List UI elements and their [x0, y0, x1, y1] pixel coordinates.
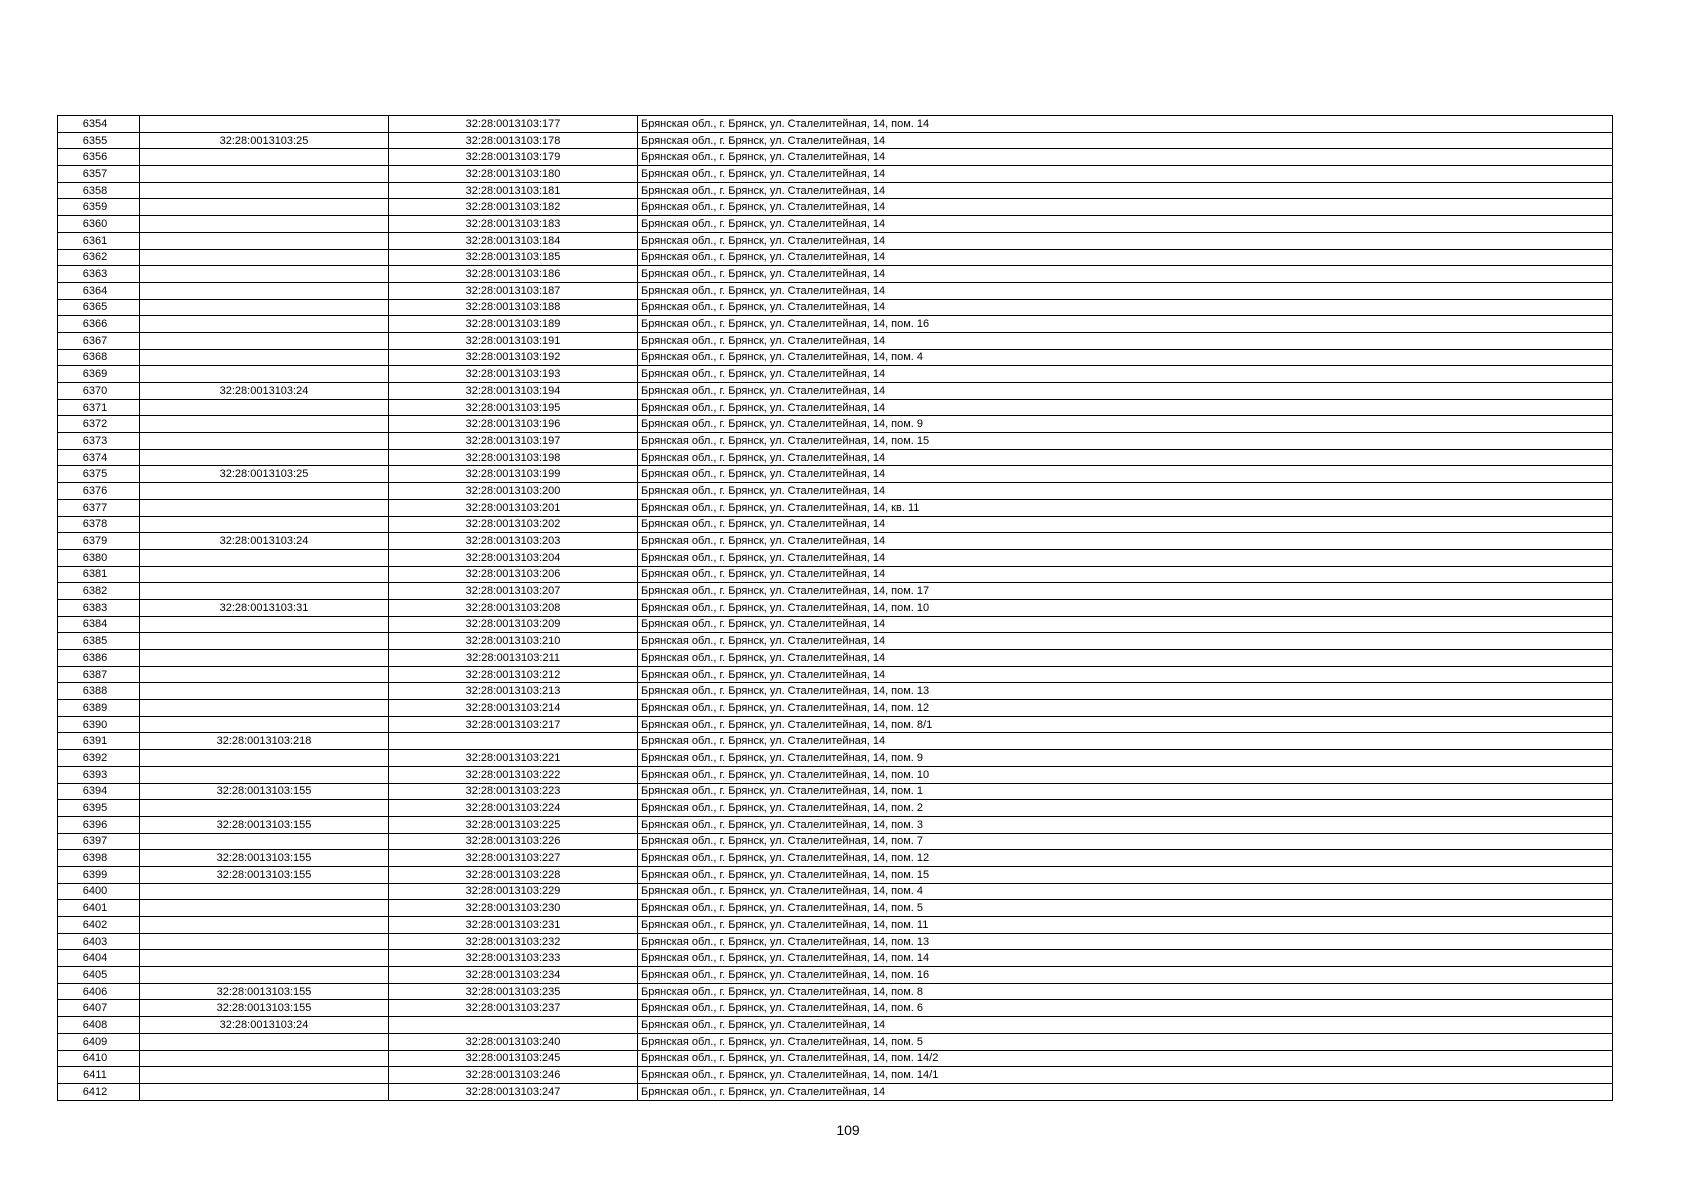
- table-row: [58, 833, 1613, 850]
- cadastral-number-cell: 32:28:0013103:226: [389, 833, 638, 850]
- table-row: [58, 366, 1613, 383]
- cadastral-number-cell: 32:28:0013103:206: [389, 566, 638, 583]
- table-row: [58, 349, 1613, 366]
- table-row: [58, 766, 1613, 783]
- cadastral-number-cell: 32:28:0013103:195: [389, 399, 638, 416]
- row-number-cell: 6374: [58, 449, 140, 466]
- page-number: 109: [836, 1122, 860, 1138]
- table-row: [58, 967, 1613, 984]
- cadastral-number-cell: 32:28:0013103:217: [389, 716, 638, 733]
- table-row: [58, 466, 1613, 483]
- table-row: [58, 716, 1613, 733]
- parent-cadastral-number-cell: [140, 766, 389, 783]
- parent-cadastral-number-cell: [140, 549, 389, 566]
- parent-cadastral-number-cell: 32:28:0013103:155: [140, 783, 389, 800]
- row-number-cell: 6361: [58, 232, 140, 249]
- parent-cadastral-number-cell: 32:28:0013103:24: [140, 533, 389, 550]
- address-cell: Брянская обл., г. Брянск, ул. Сталелитейная, 14: [638, 149, 1613, 166]
- cadastral-number-cell: 32:28:0013103:213: [389, 683, 638, 700]
- row-number-cell: 6365: [58, 299, 140, 316]
- table-row: [58, 249, 1613, 266]
- address-cell: Брянская обл., г. Брянск, ул. Сталелитейная, 14: [638, 1017, 1613, 1034]
- address-cell: Брянская обл., г. Брянск, ул. Сталелитейная, 14, пом. 17: [638, 583, 1613, 600]
- cadastral-number-cell: 32:28:0013103:181: [389, 182, 638, 199]
- parent-cadastral-number-cell: 32:28:0013103:25: [140, 132, 389, 149]
- parent-cadastral-number-cell: [140, 800, 389, 817]
- row-number-cell: 6385: [58, 633, 140, 650]
- row-number-cell: 6391: [58, 733, 140, 750]
- address-cell: Брянская обл., г. Брянск, ул. Сталелитейная, 14, пом. 14: [638, 116, 1613, 133]
- parent-cadastral-number-cell: [140, 933, 389, 950]
- row-number-cell: 6358: [58, 182, 140, 199]
- cadastral-number-cell: 32:28:0013103:245: [389, 1050, 638, 1067]
- row-number-cell: 6360: [58, 216, 140, 233]
- table-row: [58, 900, 1613, 917]
- row-number-cell: 6402: [58, 917, 140, 934]
- address-cell: Брянская обл., г. Брянск, ул. Сталелитейная, 14: [638, 216, 1613, 233]
- table-row: [58, 216, 1613, 233]
- parent-cadastral-number-cell: [140, 616, 389, 633]
- table-row: [58, 499, 1613, 516]
- row-number-cell: 6388: [58, 683, 140, 700]
- cadastral-number-cell: 32:28:0013103:178: [389, 132, 638, 149]
- row-number-cell: 6368: [58, 349, 140, 366]
- cadastral-number-cell: 32:28:0013103:201: [389, 499, 638, 516]
- address-cell: Брянская обл., г. Брянск, ул. Сталелитейная, 14, пом. 5: [638, 1033, 1613, 1050]
- address-cell: Брянская обл., г. Брянск, ул. Сталелитейная, 14: [638, 449, 1613, 466]
- address-cell: Брянская обл., г. Брянск, ул. Сталелитейная, 14: [638, 266, 1613, 283]
- address-cell: Брянская обл., г. Брянск, ул. Сталелитейная, 14, пом. 1: [638, 783, 1613, 800]
- cadastral-number-cell: 32:28:0013103:180: [389, 166, 638, 183]
- cadastral-number-cell: 32:28:0013103:235: [389, 983, 638, 1000]
- row-number-cell: 6369: [58, 366, 140, 383]
- row-number-cell: 6408: [58, 1017, 140, 1034]
- parent-cadastral-number-cell: 32:28:0013103:155: [140, 850, 389, 867]
- row-number-cell: 6387: [58, 666, 140, 683]
- parent-cadastral-number-cell: [140, 833, 389, 850]
- row-number-cell: 6366: [58, 316, 140, 333]
- parent-cadastral-number-cell: [140, 583, 389, 600]
- row-number-cell: 6404: [58, 950, 140, 967]
- parent-cadastral-number-cell: 32:28:0013103:155: [140, 816, 389, 833]
- parent-cadastral-number-cell: [140, 316, 389, 333]
- row-number-cell: 6405: [58, 967, 140, 984]
- parent-cadastral-number-cell: [140, 149, 389, 166]
- address-cell: Брянская обл., г. Брянск, ул. Сталелитейная, 14: [638, 549, 1613, 566]
- address-cell: Брянская обл., г. Брянск, ул. Сталелитейная, 14, пом. 8/1: [638, 716, 1613, 733]
- parent-cadastral-number-cell: [140, 566, 389, 583]
- cadastral-number-cell: 32:28:0013103:230: [389, 900, 638, 917]
- cadastral-number-cell: 32:28:0013103:196: [389, 416, 638, 433]
- row-number-cell: 6364: [58, 282, 140, 299]
- parent-cadastral-number-cell: [140, 332, 389, 349]
- table-row: [58, 383, 1613, 400]
- address-cell: Брянская обл., г. Брянск, ул. Сталелитейная, 14: [638, 399, 1613, 416]
- cadastral-number-cell: 32:28:0013103:231: [389, 917, 638, 934]
- parent-cadastral-number-cell: [140, 516, 389, 533]
- address-cell: Брянская обл., г. Брянск, ул. Сталелитейная, 14, пом. 10: [638, 766, 1613, 783]
- cadastral-number-cell: 32:28:0013103:208: [389, 599, 638, 616]
- parent-cadastral-number-cell: [140, 1083, 389, 1100]
- parent-cadastral-number-cell: [140, 917, 389, 934]
- table-row: [58, 883, 1613, 900]
- address-cell: Брянская обл., г. Брянск, ул. Сталелитейная, 14, пом. 8: [638, 983, 1613, 1000]
- table-row: [58, 182, 1613, 199]
- address-cell: Брянская обл., г. Брянск, ул. Сталелитейная, 14, кв. 11: [638, 499, 1613, 516]
- row-number-cell: 6367: [58, 332, 140, 349]
- row-number-cell: 6386: [58, 650, 140, 667]
- parent-cadastral-number-cell: [140, 232, 389, 249]
- address-cell: Брянская обл., г. Брянск, ул. Сталелитейная, 14, пом. 14/2: [638, 1050, 1613, 1067]
- row-number-cell: 6398: [58, 850, 140, 867]
- address-cell: Брянская обл., г. Брянск, ул. Сталелитейная, 14: [638, 650, 1613, 667]
- address-cell: Брянская обл., г. Брянск, ул. Сталелитейная, 14, пом. 10: [638, 599, 1613, 616]
- cadastral-number-cell: 32:28:0013103:198: [389, 449, 638, 466]
- row-number-cell: 6354: [58, 116, 140, 133]
- parent-cadastral-number-cell: 32:28:0013103:31: [140, 599, 389, 616]
- row-number-cell: 6412: [58, 1083, 140, 1100]
- address-cell: Брянская обл., г. Брянск, ул. Сталелитейная, 14, пом. 6: [638, 1000, 1613, 1017]
- cadastral-number-cell: 32:28:0013103:192: [389, 349, 638, 366]
- address-cell: Брянская обл., г. Брянск, ул. Сталелитейная, 14: [638, 199, 1613, 216]
- table-row: [58, 483, 1613, 500]
- row-number-cell: 6394: [58, 783, 140, 800]
- cadastral-number-cell: 32:28:0013103:224: [389, 800, 638, 817]
- parent-cadastral-number-cell: [140, 166, 389, 183]
- table-row: [58, 449, 1613, 466]
- address-cell: Брянская обл., г. Брянск, ул. Сталелитейная, 14, пом. 7: [638, 833, 1613, 850]
- address-cell: Брянская обл., г. Брянск, ул. Сталелитейная, 14, пом. 5: [638, 900, 1613, 917]
- parent-cadastral-number-cell: [140, 1067, 389, 1084]
- table-row: [58, 616, 1613, 633]
- table-row: [58, 1050, 1613, 1067]
- address-cell: Брянская обл., г. Брянск, ул. Сталелитейная, 14: [638, 616, 1613, 633]
- address-cell: Брянская обл., г. Брянск, ул. Сталелитейная, 14: [638, 166, 1613, 183]
- row-number-cell: 6363: [58, 266, 140, 283]
- table-row: [58, 933, 1613, 950]
- row-number-cell: 6362: [58, 249, 140, 266]
- table-row: [58, 599, 1613, 616]
- cadastral-number-cell: 32:28:0013103:223: [389, 783, 638, 800]
- table-row: [58, 116, 1613, 133]
- parent-cadastral-number-cell: 32:28:0013103:155: [140, 983, 389, 1000]
- table-row: [58, 399, 1613, 416]
- row-number-cell: 6389: [58, 700, 140, 717]
- row-number-cell: 6355: [58, 132, 140, 149]
- parent-cadastral-number-cell: [140, 750, 389, 767]
- parent-cadastral-number-cell: [140, 116, 389, 133]
- table-row: [58, 816, 1613, 833]
- cadastral-number-cell: 32:28:0013103:211: [389, 650, 638, 667]
- address-cell: Брянская обл., г. Брянск, ул. Сталелитейная, 14, пом. 13: [638, 683, 1613, 700]
- address-cell: Брянская обл., г. Брянск, ул. Сталелитейная, 14, пом. 13: [638, 933, 1613, 950]
- address-cell: Брянская обл., г. Брянск, ул. Сталелитейная, 14: [638, 132, 1613, 149]
- table-row: [58, 316, 1613, 333]
- address-cell: Брянская обл., г. Брянск, ул. Сталелитейная, 14, пом. 4: [638, 883, 1613, 900]
- row-number-cell: 6400: [58, 883, 140, 900]
- row-number-cell: 6399: [58, 866, 140, 883]
- parent-cadastral-number-cell: [140, 900, 389, 917]
- row-number-cell: 6373: [58, 433, 140, 450]
- cadastral-number-cell: [389, 1017, 638, 1034]
- cadastral-number-cell: 32:28:0013103:200: [389, 483, 638, 500]
- table-row: [58, 132, 1613, 149]
- address-cell: Брянская обл., г. Брянск, ул. Сталелитейная, 14: [638, 383, 1613, 400]
- cadastral-number-cell: 32:28:0013103:202: [389, 516, 638, 533]
- cadastral-table: [57, 115, 1613, 1101]
- cadastral-number-cell: 32:28:0013103:233: [389, 950, 638, 967]
- parent-cadastral-number-cell: [140, 266, 389, 283]
- parent-cadastral-number-cell: [140, 700, 389, 717]
- parent-cadastral-number-cell: [140, 883, 389, 900]
- cadastral-number-cell: 32:28:0013103:184: [389, 232, 638, 249]
- table-row: [58, 433, 1613, 450]
- parent-cadastral-number-cell: [140, 683, 389, 700]
- cadastral-number-cell: 32:28:0013103:232: [389, 933, 638, 950]
- row-number-cell: 6410: [58, 1050, 140, 1067]
- cadastral-number-cell: 32:28:0013103:247: [389, 1083, 638, 1100]
- parent-cadastral-number-cell: [140, 299, 389, 316]
- address-cell: Брянская обл., г. Брянск, ул. Сталелитейная, 14: [638, 533, 1613, 550]
- table-row: [58, 149, 1613, 166]
- parent-cadastral-number-cell: [140, 182, 389, 199]
- parent-cadastral-number-cell: [140, 249, 389, 266]
- cadastral-number-cell: [389, 733, 638, 750]
- row-number-cell: 6401: [58, 900, 140, 917]
- address-cell: Брянская обл., г. Брянск, ул. Сталелитейная, 14: [638, 232, 1613, 249]
- row-number-cell: 6406: [58, 983, 140, 1000]
- parent-cadastral-number-cell: 32:28:0013103:25: [140, 466, 389, 483]
- row-number-cell: 6380: [58, 549, 140, 566]
- row-number-cell: 6375: [58, 466, 140, 483]
- row-number-cell: 6411: [58, 1067, 140, 1084]
- table-row: [58, 282, 1613, 299]
- row-number-cell: 6403: [58, 933, 140, 950]
- cadastral-number-cell: 32:28:0013103:240: [389, 1033, 638, 1050]
- table-row: [58, 1017, 1613, 1034]
- row-number-cell: 6359: [58, 199, 140, 216]
- address-cell: Брянская обл., г. Брянск, ул. Сталелитейная, 14, пом. 9: [638, 416, 1613, 433]
- table-row: [58, 266, 1613, 283]
- cadastral-number-cell: 32:28:0013103:185: [389, 249, 638, 266]
- cadastral-number-cell: 32:28:0013103:203: [389, 533, 638, 550]
- cadastral-number-cell: 32:28:0013103:234: [389, 967, 638, 984]
- parent-cadastral-number-cell: 32:28:0013103:218: [140, 733, 389, 750]
- parent-cadastral-number-cell: [140, 950, 389, 967]
- address-cell: Брянская обл., г. Брянск, ул. Сталелитейная, 14, пом. 3: [638, 816, 1613, 833]
- address-cell: Брянская обл., г. Брянск, ул. Сталелитейная, 14: [638, 516, 1613, 533]
- cadastral-number-cell: 32:28:0013103:222: [389, 766, 638, 783]
- cadastral-number-cell: 32:28:0013103:177: [389, 116, 638, 133]
- table-row: [58, 332, 1613, 349]
- address-cell: Брянская обл., г. Брянск, ул. Сталелитейная, 14, пом. 2: [638, 800, 1613, 817]
- cadastral-number-cell: 32:28:0013103:197: [389, 433, 638, 450]
- address-cell: Брянская обл., г. Брянск, ул. Сталелитейная, 14: [638, 483, 1613, 500]
- table-row: [58, 800, 1613, 817]
- table-row: [58, 199, 1613, 216]
- parent-cadastral-number-cell: [140, 399, 389, 416]
- parent-cadastral-number-cell: 32:28:0013103:155: [140, 866, 389, 883]
- parent-cadastral-number-cell: [140, 1050, 389, 1067]
- cadastral-number-cell: 32:28:0013103:204: [389, 549, 638, 566]
- parent-cadastral-number-cell: [140, 967, 389, 984]
- row-number-cell: 6379: [58, 533, 140, 550]
- cadastral-number-cell: 32:28:0013103:229: [389, 883, 638, 900]
- address-cell: Брянская обл., г. Брянск, ул. Сталелитейная, 14, пом. 15: [638, 433, 1613, 450]
- table-row: [58, 750, 1613, 767]
- parent-cadastral-number-cell: [140, 282, 389, 299]
- table-row: [58, 650, 1613, 667]
- table-row: [58, 733, 1613, 750]
- cadastral-number-cell: 32:28:0013103:182: [389, 199, 638, 216]
- table-row: [58, 533, 1613, 550]
- row-number-cell: 6392: [58, 750, 140, 767]
- table-row: [58, 232, 1613, 249]
- parent-cadastral-number-cell: [140, 349, 389, 366]
- cadastral-number-cell: 32:28:0013103:246: [389, 1067, 638, 1084]
- row-number-cell: 6381: [58, 566, 140, 583]
- address-cell: Брянская обл., г. Брянск, ул. Сталелитейная, 14: [638, 182, 1613, 199]
- table-row: [58, 299, 1613, 316]
- parent-cadastral-number-cell: [140, 499, 389, 516]
- table-row: [58, 583, 1613, 600]
- table-row: [58, 917, 1613, 934]
- cadastral-number-cell: 32:28:0013103:199: [389, 466, 638, 483]
- table-row: [58, 866, 1613, 883]
- address-cell: Брянская обл., г. Брянск, ул. Сталелитейная, 14: [638, 282, 1613, 299]
- parent-cadastral-number-cell: 32:28:0013103:155: [140, 1000, 389, 1017]
- row-number-cell: 6378: [58, 516, 140, 533]
- address-cell: Брянская обл., г. Брянск, ул. Сталелитейная, 14, пом. 14: [638, 950, 1613, 967]
- address-cell: Брянская обл., г. Брянск, ул. Сталелитейная, 14, пом. 16: [638, 967, 1613, 984]
- row-number-cell: 6376: [58, 483, 140, 500]
- row-number-cell: 6407: [58, 1000, 140, 1017]
- parent-cadastral-number-cell: 32:28:0013103:24: [140, 1017, 389, 1034]
- row-number-cell: 6371: [58, 399, 140, 416]
- address-cell: Брянская обл., г. Брянск, ул. Сталелитейная, 14, пом. 11: [638, 917, 1613, 934]
- cadastral-number-cell: 32:28:0013103:194: [389, 383, 638, 400]
- row-number-cell: 6396: [58, 816, 140, 833]
- cadastral-number-cell: 32:28:0013103:228: [389, 866, 638, 883]
- address-cell: Брянская обл., г. Брянск, ул. Сталелитейная, 14, пом. 4: [638, 349, 1613, 366]
- address-cell: Брянская обл., г. Брянск, ул. Сталелитейная, 14: [638, 466, 1613, 483]
- parent-cadastral-number-cell: [140, 666, 389, 683]
- cadastral-number-cell: 32:28:0013103:188: [389, 299, 638, 316]
- table-row: [58, 566, 1613, 583]
- row-number-cell: 6390: [58, 716, 140, 733]
- cadastral-number-cell: 32:28:0013103:193: [389, 366, 638, 383]
- cadastral-number-cell: 32:28:0013103:210: [389, 633, 638, 650]
- row-number-cell: 6395: [58, 800, 140, 817]
- cadastral-number-cell: 32:28:0013103:209: [389, 616, 638, 633]
- row-number-cell: 6397: [58, 833, 140, 850]
- cadastral-number-cell: 32:28:0013103:186: [389, 266, 638, 283]
- parent-cadastral-number-cell: [140, 1033, 389, 1050]
- cadastral-number-cell: 32:28:0013103:225: [389, 816, 638, 833]
- address-cell: Брянская обл., г. Брянск, ул. Сталелитейная, 14, пом. 9: [638, 750, 1613, 767]
- table-row: [58, 633, 1613, 650]
- address-cell: Брянская обл., г. Брянск, ул. Сталелитейная, 14: [638, 249, 1613, 266]
- table-body: [58, 116, 1613, 1101]
- parent-cadastral-number-cell: [140, 716, 389, 733]
- cadastral-number-cell: 32:28:0013103:191: [389, 332, 638, 349]
- table-row: [58, 549, 1613, 566]
- row-number-cell: 6393: [58, 766, 140, 783]
- cadastral-number-cell: 32:28:0013103:212: [389, 666, 638, 683]
- address-cell: Брянская обл., г. Брянск, ул. Сталелитейная, 14: [638, 733, 1613, 750]
- row-number-cell: 6370: [58, 383, 140, 400]
- address-cell: Брянская обл., г. Брянск, ул. Сталелитейная, 14, пом. 15: [638, 866, 1613, 883]
- address-cell: Брянская обл., г. Брянск, ул. Сталелитейная, 14: [638, 666, 1613, 683]
- cadastral-number-cell: 32:28:0013103:207: [389, 583, 638, 600]
- table-row: [58, 983, 1613, 1000]
- address-cell: Брянская обл., г. Брянск, ул. Сталелитейная, 14: [638, 299, 1613, 316]
- table-row: [58, 850, 1613, 867]
- parent-cadastral-number-cell: [140, 433, 389, 450]
- parent-cadastral-number-cell: [140, 366, 389, 383]
- cadastral-number-cell: 32:28:0013103:183: [389, 216, 638, 233]
- cadastral-number-cell: 32:28:0013103:179: [389, 149, 638, 166]
- row-number-cell: 6372: [58, 416, 140, 433]
- table-row: [58, 683, 1613, 700]
- cadastral-number-cell: 32:28:0013103:237: [389, 1000, 638, 1017]
- address-cell: Брянская обл., г. Брянск, ул. Сталелитейная, 14: [638, 566, 1613, 583]
- parent-cadastral-number-cell: [140, 650, 389, 667]
- table-row: [58, 416, 1613, 433]
- address-cell: Брянская обл., г. Брянск, ул. Сталелитейная, 14, пом. 12: [638, 850, 1613, 867]
- row-number-cell: 6356: [58, 149, 140, 166]
- parent-cadastral-number-cell: [140, 633, 389, 650]
- cadastral-number-cell: 32:28:0013103:214: [389, 700, 638, 717]
- parent-cadastral-number-cell: [140, 416, 389, 433]
- row-number-cell: 6384: [58, 616, 140, 633]
- parent-cadastral-number-cell: [140, 216, 389, 233]
- address-cell: Брянская обл., г. Брянск, ул. Сталелитейная, 14: [638, 332, 1613, 349]
- cadastral-number-cell: 32:28:0013103:189: [389, 316, 638, 333]
- row-number-cell: 6377: [58, 499, 140, 516]
- address-cell: Брянская обл., г. Брянск, ул. Сталелитейная, 14, пом. 14/1: [638, 1067, 1613, 1084]
- table-row: [58, 1000, 1613, 1017]
- parent-cadastral-number-cell: 32:28:0013103:24: [140, 383, 389, 400]
- cadastral-number-cell: 32:28:0013103:187: [389, 282, 638, 299]
- table-row: [58, 166, 1613, 183]
- parent-cadastral-number-cell: [140, 483, 389, 500]
- row-number-cell: 6382: [58, 583, 140, 600]
- cadastral-number-cell: 32:28:0013103:227: [389, 850, 638, 867]
- parent-cadastral-number-cell: [140, 449, 389, 466]
- table-row: [58, 950, 1613, 967]
- table-row: [58, 700, 1613, 717]
- cadastral-number-cell: 32:28:0013103:221: [389, 750, 638, 767]
- table-row: [58, 1083, 1613, 1100]
- address-cell: Брянская обл., г. Брянск, ул. Сталелитейная, 14, пом. 12: [638, 700, 1613, 717]
- table-row: [58, 1067, 1613, 1084]
- row-number-cell: 6383: [58, 599, 140, 616]
- parent-cadastral-number-cell: [140, 199, 389, 216]
- table-row: [58, 1033, 1613, 1050]
- table-row: [58, 666, 1613, 683]
- address-cell: Брянская обл., г. Брянск, ул. Сталелитейная, 14, пом. 16: [638, 316, 1613, 333]
- table-row: [58, 516, 1613, 533]
- row-number-cell: 6357: [58, 166, 140, 183]
- table-row: [58, 783, 1613, 800]
- row-number-cell: 6409: [58, 1033, 140, 1050]
- address-cell: Брянская обл., г. Брянск, ул. Сталелитейная, 14: [638, 1083, 1613, 1100]
- address-cell: Брянская обл., г. Брянск, ул. Сталелитейная, 14: [638, 633, 1613, 650]
- address-cell: Брянская обл., г. Брянск, ул. Сталелитейная, 14: [638, 366, 1613, 383]
